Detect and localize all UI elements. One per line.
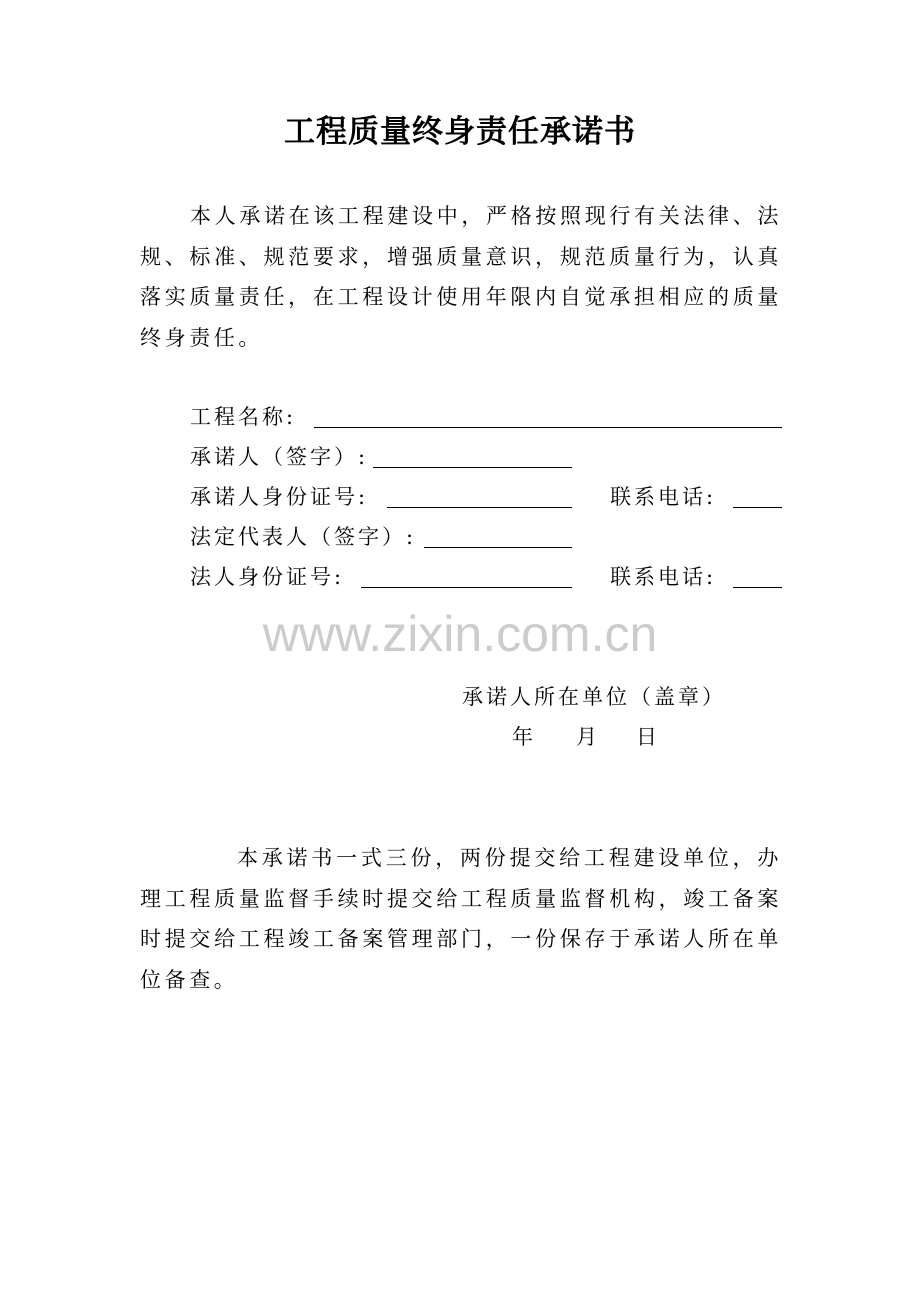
legal-rep-id-field[interactable] xyxy=(361,587,572,588)
document-title: 工程质量终身责任承诺书 xyxy=(284,114,636,150)
legal-rep-phone-label: 联系电话: xyxy=(610,565,717,589)
legal-rep-id-label: 法人身份证号: xyxy=(190,565,345,589)
promisor-signature-field[interactable] xyxy=(373,467,572,468)
date-year: 年 xyxy=(512,725,533,749)
legal-rep-signature-label: 法定代表人（签字）: xyxy=(190,525,417,549)
project-name-label: 工程名称: xyxy=(190,405,297,429)
watermark: www.zixin.com.cn xyxy=(262,606,658,662)
legal-rep-signature-field[interactable] xyxy=(424,547,572,548)
promisor-signature-label: 承诺人（签字）: xyxy=(190,445,369,469)
promisor-id-label: 承诺人身份证号: xyxy=(190,485,369,509)
promisor-phone-field[interactable] xyxy=(733,507,782,508)
legal-rep-phone-field[interactable] xyxy=(733,587,782,588)
closing-paragraph: 本承诺书一式三份，两份提交给工程建设单位，办理工程质量监督手续时提交给工程质量监督机构，竣工备案时提交给工程竣工备案管理部门，一份保存于承诺人所在单位备查。 xyxy=(140,846,782,992)
promisor-phone-label: 联系电话: xyxy=(610,485,717,509)
intro-paragraph: 本人承诺在该工程建设中，严格按照现行有关法律、法规、标准、规范要求，增强质量意识，规范质量行为，认真落实质量责任，在工程设计使用年限内自觉承担相应的质量终身责任。 xyxy=(140,204,782,350)
date-day: 日 xyxy=(636,725,657,749)
seal-label: 承诺人所在单位（盖章） xyxy=(462,685,726,709)
project-name-field[interactable] xyxy=(314,427,782,428)
date-month: 月 xyxy=(576,725,597,749)
promisor-id-field[interactable] xyxy=(387,507,572,508)
